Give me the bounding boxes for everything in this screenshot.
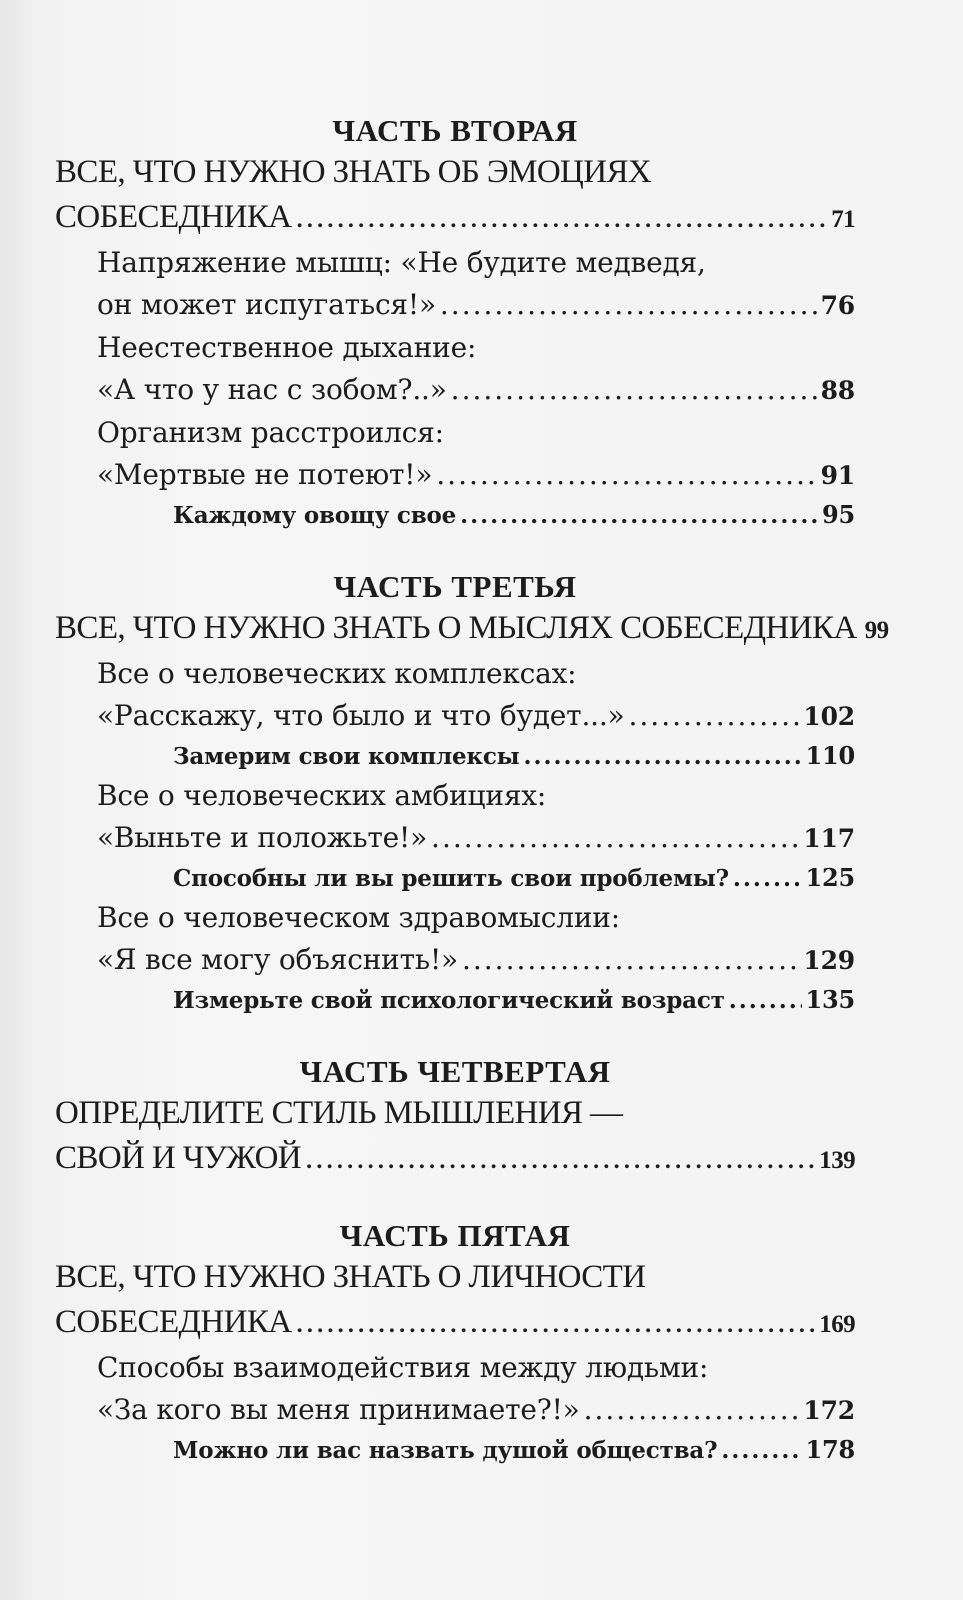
entry-title-line: «А что у нас с зобом?..» — [97, 373, 447, 406]
leader-dots — [629, 695, 800, 737]
toc-entry[interactable] — [97, 775, 855, 860]
toc-entry[interactable] — [97, 242, 855, 327]
entry-title-line: Способны ли вы решить свои проблемы? — [173, 865, 729, 892]
leader-dots — [460, 498, 818, 534]
toc-entry[interactable] — [55, 150, 855, 242]
toc-part — [55, 1053, 855, 1183]
page-number: 135 — [805, 985, 855, 1014]
table-of-contents — [55, 112, 889, 1503]
toc-entry[interactable] — [173, 497, 855, 534]
leader-dots — [296, 1300, 816, 1345]
page-number: 102 — [803, 702, 855, 731]
page-number: 139 — [819, 1147, 855, 1174]
leader-dots — [305, 1136, 815, 1181]
leader-dots — [436, 454, 816, 496]
entry-title-line: Замерим свои комплексы — [173, 743, 520, 770]
leader-dots — [524, 739, 802, 775]
entry-title-line: Неестественное дыхание: — [97, 331, 477, 364]
toc-entry[interactable] — [173, 1432, 855, 1469]
leader-dots — [584, 1389, 800, 1431]
toc-entry[interactable] — [97, 897, 855, 982]
leader-dots — [462, 939, 799, 981]
toc-part — [55, 1217, 855, 1469]
part-heading: ЧАСТЬ ПЯТАЯ — [339, 1218, 571, 1253]
page-number: 117 — [803, 824, 855, 853]
toc-entry[interactable] — [55, 1091, 855, 1183]
page-number: 76 — [820, 291, 855, 320]
entry-title-line: «Мертвые не потеют!» — [97, 458, 433, 491]
page-number: 169 — [819, 1311, 855, 1338]
toc-entry[interactable] — [173, 860, 855, 897]
entry-title-line: Напряжение мышц: «Не будите медведя, — [97, 246, 706, 279]
part-heading: ЧАСТЬ ВТОРАЯ — [332, 113, 578, 148]
entry-title-line: Все о человеческих амбициях: — [97, 779, 547, 812]
toc-entry[interactable] — [97, 327, 855, 412]
leader-dots — [440, 284, 817, 326]
entry-title-line: «Расскажу, что было и что будет...» — [97, 699, 625, 732]
entry-title-line: ВСЕ, ЧТО НУЖНО ЗНАТЬ О МЫСЛЯХ СОБЕСЕДНИКА — [55, 610, 857, 646]
toc-part — [55, 112, 855, 534]
leader-dots — [431, 817, 799, 859]
page-number: 91 — [820, 461, 855, 490]
page-number: 178 — [805, 1435, 855, 1464]
entry-title-line: он может испугаться!» — [97, 288, 436, 321]
entry-title-line: СОБЕСЕДНИКА — [55, 1304, 292, 1340]
entry-title-line: ВСЕ, ЧТО НУЖНО ЗНАТЬ ОБ ЭМОЦИЯХ — [55, 154, 652, 190]
leader-dots — [451, 369, 817, 411]
toc-part — [55, 568, 889, 1019]
entry-title-line: Все о человеческом здравомыслии: — [97, 901, 620, 934]
page-number: 125 — [805, 863, 855, 892]
page-number: 88 — [820, 376, 855, 405]
page-number: 110 — [805, 741, 855, 770]
entry-title-line: «За кого вы меня принимаете?!» — [97, 1393, 580, 1426]
toc-entry[interactable] — [173, 982, 855, 1019]
toc-entry[interactable] — [173, 738, 855, 775]
leader-dots — [733, 861, 802, 897]
entry-title-line: Все о человеческих комплексах: — [97, 657, 577, 690]
entry-title-line: Организм расстроился: — [97, 416, 444, 449]
entry-title-line: СВОЙ И ЧУЖОЙ — [55, 1140, 302, 1176]
page-number: 95 — [822, 500, 855, 529]
entry-title-line: Способы взаимодействия между людьми: — [97, 1351, 709, 1384]
leader-dots — [721, 1433, 801, 1469]
toc-entry[interactable] — [97, 412, 855, 497]
toc-entry[interactable] — [55, 606, 889, 653]
entry-title-line: СОБЕСЕДНИКА — [55, 199, 292, 235]
entry-title-line: Измерьте свой психологический возраст — [173, 987, 725, 1014]
toc-entry[interactable] — [97, 1347, 855, 1432]
entry-title-line: «Я все могу объяснить!» — [97, 943, 458, 976]
toc-entry[interactable] — [97, 653, 855, 738]
entry-title-line: «Выньте и положьте!» — [97, 821, 428, 854]
page-number: 172 — [803, 1396, 855, 1425]
entry-title-line: ОПРЕДЕЛИТЕ СТИЛЬ МЫШЛЕНИЯ — — [55, 1095, 623, 1131]
part-heading: ЧАСТЬ ТРЕТЬЯ — [333, 569, 577, 604]
leader-dots — [729, 983, 802, 1019]
part-heading: ЧАСТЬ ЧЕТВЕРТАЯ — [299, 1054, 611, 1089]
page-number: 99 — [864, 617, 889, 644]
entry-title-line: Можно ли вас назвать душой общества? — [173, 1437, 718, 1464]
entry-title-line: ВСЕ, ЧТО НУЖНО ЗНАТЬ О ЛИЧНОСТИ — [55, 1259, 646, 1295]
entry-title-line: Каждому овощу свое — [173, 502, 457, 529]
page-number: 71 — [831, 206, 855, 233]
page-number: 129 — [803, 946, 855, 975]
toc-entry[interactable] — [55, 1255, 855, 1347]
leader-dots — [296, 195, 828, 240]
